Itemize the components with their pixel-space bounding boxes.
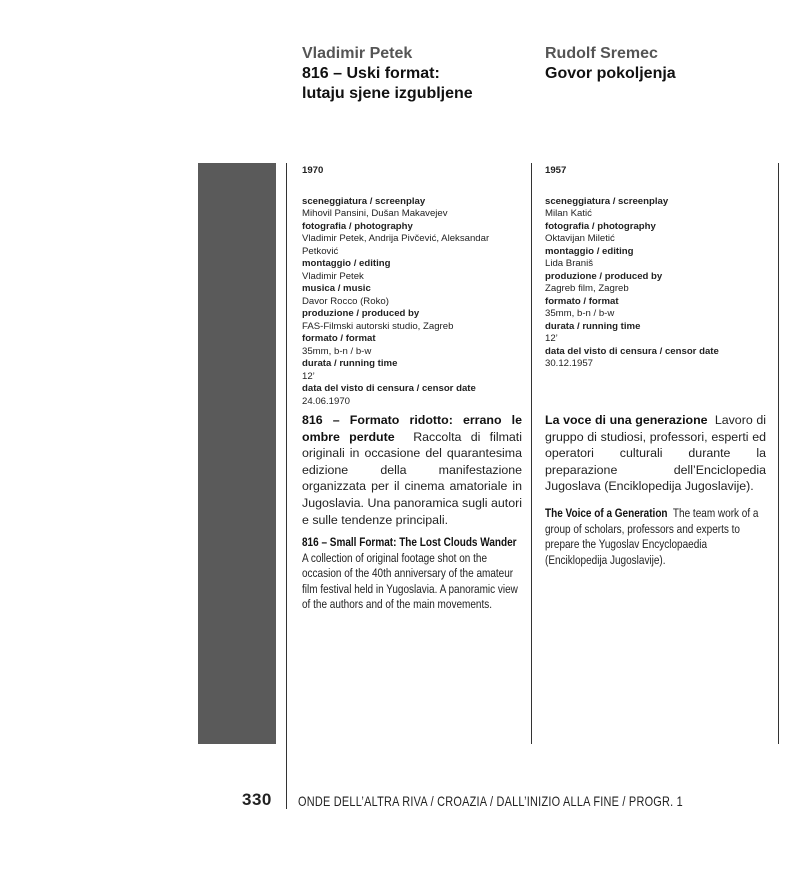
column-rule-middle: [531, 163, 532, 744]
credit-value: 12’: [545, 333, 558, 344]
credit-label: produzione / produced by: [545, 270, 663, 282]
credit-value: Davor Rocco (Roko): [302, 295, 389, 307]
credit-value: Vladimir Petek: [302, 270, 364, 282]
film2-it-title: La voce di una generazione: [545, 413, 708, 427]
credit-value: 35mm, b-n / b-w: [302, 345, 372, 357]
credit-label: sceneggiatura / screenplay: [302, 195, 426, 207]
film2-synopsis-en: [545, 506, 766, 568]
film1-title-line1: 816 – Uski format:: [302, 65, 440, 82]
page-footer: [242, 790, 272, 810]
credit-label: durata / running time: [302, 358, 398, 369]
film1-synopsis-en: [302, 535, 522, 613]
credit-value: Lida Braniš: [545, 258, 593, 269]
film1-year: 1970: [302, 165, 324, 176]
film1-it-text: Raccolta di filmati originali in occasione del quarantesima edizione della manifestazione organizzata per il cinema amatoriale in Jugoslavia. Una panoramica sugli autori e sulle tendenze principali.: [302, 429, 523, 527]
film2-heading: [545, 44, 775, 84]
credit-value: 24.06.1970: [302, 395, 351, 407]
film1-director: Vladimir Petek: [302, 45, 413, 62]
credit-label: produzione / produced by: [302, 308, 420, 319]
film1-it-title: 816 – Formato ridotto: errano le ombre perdute: [302, 413, 522, 444]
credit-label: durata / running time: [545, 320, 641, 332]
column-rule-right: [778, 163, 779, 744]
column-rule-left: [286, 163, 287, 809]
film2-director: Rudolf Sremec: [545, 45, 658, 62]
credit-value: 12’: [302, 370, 315, 382]
film1-synopsis-it: [302, 412, 522, 528]
credit-label: data del visto di censura / censor date: [302, 383, 476, 394]
credit-value: Milan Katić: [545, 208, 592, 219]
film1-heading: [302, 44, 532, 104]
credit-value: Vladimir Petek, Andrija Pivčević, Aleksandar Petković: [302, 233, 490, 257]
credit-label: fotografia / photography: [302, 220, 413, 232]
credit-label: sceneggiatura / screenplay: [545, 195, 669, 207]
film1-title-line2: lutaju sjene izgubljene: [302, 85, 473, 102]
film2-en-title: The Voice of a Generation: [545, 506, 668, 520]
credit-label: musica / music: [302, 283, 371, 294]
credit-value: Zagreb film, Zagreb: [545, 283, 629, 294]
credit-label: montaggio / editing: [302, 258, 391, 269]
running-head: ONDE DELL’ALTRA RIVA / CROAZIA / DALL’INIZIO ALLA FINE / PROGR. 1: [298, 793, 684, 809]
credit-value: 35mm, b-n / b-w: [545, 308, 615, 319]
film2-synopsis-it: [545, 412, 766, 495]
credit-value: FAS-Filmski autorski studio, Zagreb: [302, 320, 454, 332]
credit-label: formato / format: [302, 333, 376, 344]
credit-value: 30.12.1957: [545, 358, 594, 369]
credit-label: data del visto di censura / censor date: [545, 345, 719, 357]
film1-en-text: A collection of original footage shot on the occasion of the 40th anniversary of the amateur film festival held in Yugoslavia. A panoramic view of the authors and of the main movements.: [302, 550, 518, 612]
page-number: 330: [242, 790, 272, 809]
credit-label: fotografia / photography: [545, 220, 656, 232]
film2-it-text: Lavoro di gruppo di studiosi, professori, esperti ed operatori culturali durante la preparazione dell’Enciclopedia Jugoslava (Enciklopedija Jugoslavije).: [545, 413, 766, 494]
film2-en-text: The team work of a group of scholars, professors and experts to prepare the Yugoslav Encyclopaedia (Enciklopedija Jugoslavije).: [545, 506, 759, 567]
film1-en-title: 816 – Small Format: The Lost Clouds Wander: [302, 535, 517, 549]
credit-value: Oktavijan Miletić: [545, 233, 615, 244]
still-image-placeholder: [198, 163, 276, 744]
credit-label: formato / format: [545, 295, 619, 307]
credit-label: montaggio / editing: [545, 245, 634, 257]
film2-credits: [545, 165, 770, 371]
film2-year: 1957: [545, 165, 567, 176]
film1-credits: [302, 165, 524, 408]
credit-value: Mihovil Pansini, Dušan Makavejev: [302, 208, 448, 219]
film2-title-line1: Govor pokoljenja: [545, 65, 676, 82]
